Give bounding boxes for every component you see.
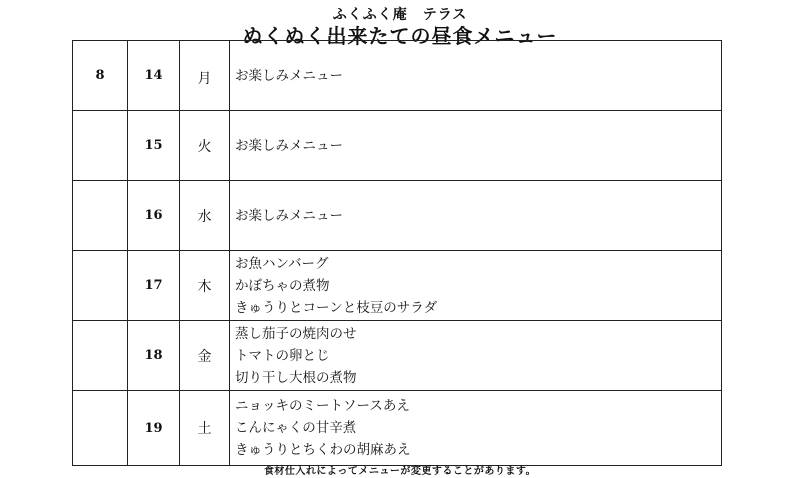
- menu-item: きゅうりとコーンと枝豆のサラダ: [235, 299, 438, 316]
- month-cell: [73, 251, 128, 321]
- menu-item: 切り干し大根の煮物: [235, 369, 357, 386]
- month-cell: [73, 181, 128, 251]
- day-cell: 17: [128, 251, 180, 321]
- weekday-cell: 金: [180, 321, 230, 391]
- page-title: ぬくぬく出来たての昼食メニュー: [242, 24, 558, 48]
- table-row: [73, 111, 722, 181]
- menu-item: きゅうりとちくわの胡麻あえ: [235, 442, 411, 458]
- menu-cell: [230, 321, 722, 391]
- menu-item: かぼちゃの煮物: [235, 277, 330, 294]
- menu-cell: [230, 391, 722, 466]
- weekday-cell: 火: [180, 111, 230, 181]
- store-name: ふくふく庵 テラス: [332, 7, 468, 23]
- month-cell: [73, 321, 128, 391]
- table-row: [73, 41, 722, 111]
- month-cell: 8: [73, 41, 128, 111]
- menu-item: お楽しみメニュー: [235, 207, 343, 224]
- day-cell: 19: [128, 391, 180, 466]
- menu-item: ニョッキのミートソースあえ: [235, 398, 410, 414]
- menu-item: お楽しみメニュー: [235, 68, 343, 84]
- menu-item: お魚ハンバーグ: [235, 255, 329, 272]
- table-row: [73, 391, 722, 466]
- day-cell: 14: [128, 41, 180, 111]
- day-cell: 15: [128, 111, 180, 181]
- day-cell: 16: [128, 181, 180, 251]
- menu-item: こんにゃくの甘辛煮: [235, 420, 357, 436]
- weekday-cell: 水: [180, 181, 230, 251]
- day-cell: 18: [128, 321, 180, 391]
- menu-table: [72, 40, 722, 466]
- weekday-cell: 月: [180, 41, 230, 111]
- month-cell: [73, 391, 128, 466]
- menu-item: 蒸し茄子の焼肉のせ: [235, 325, 357, 342]
- table-row: [73, 251, 722, 321]
- month-cell: [73, 111, 128, 181]
- menu-cell: [230, 251, 722, 321]
- menu-cell: [230, 111, 722, 181]
- table-row: [73, 321, 722, 391]
- menu-cell: [230, 41, 722, 111]
- weekday-cell: 木: [180, 251, 230, 321]
- table-row: [73, 181, 722, 251]
- menu-cell: [230, 181, 722, 251]
- footer-note: 食材仕入れによってメニューが変更することがあります。: [263, 466, 537, 477]
- menu-item: お楽しみメニュー: [235, 137, 343, 154]
- weekday-cell: 土: [180, 391, 230, 466]
- menu-item: トマトの卵とじ: [235, 347, 330, 364]
